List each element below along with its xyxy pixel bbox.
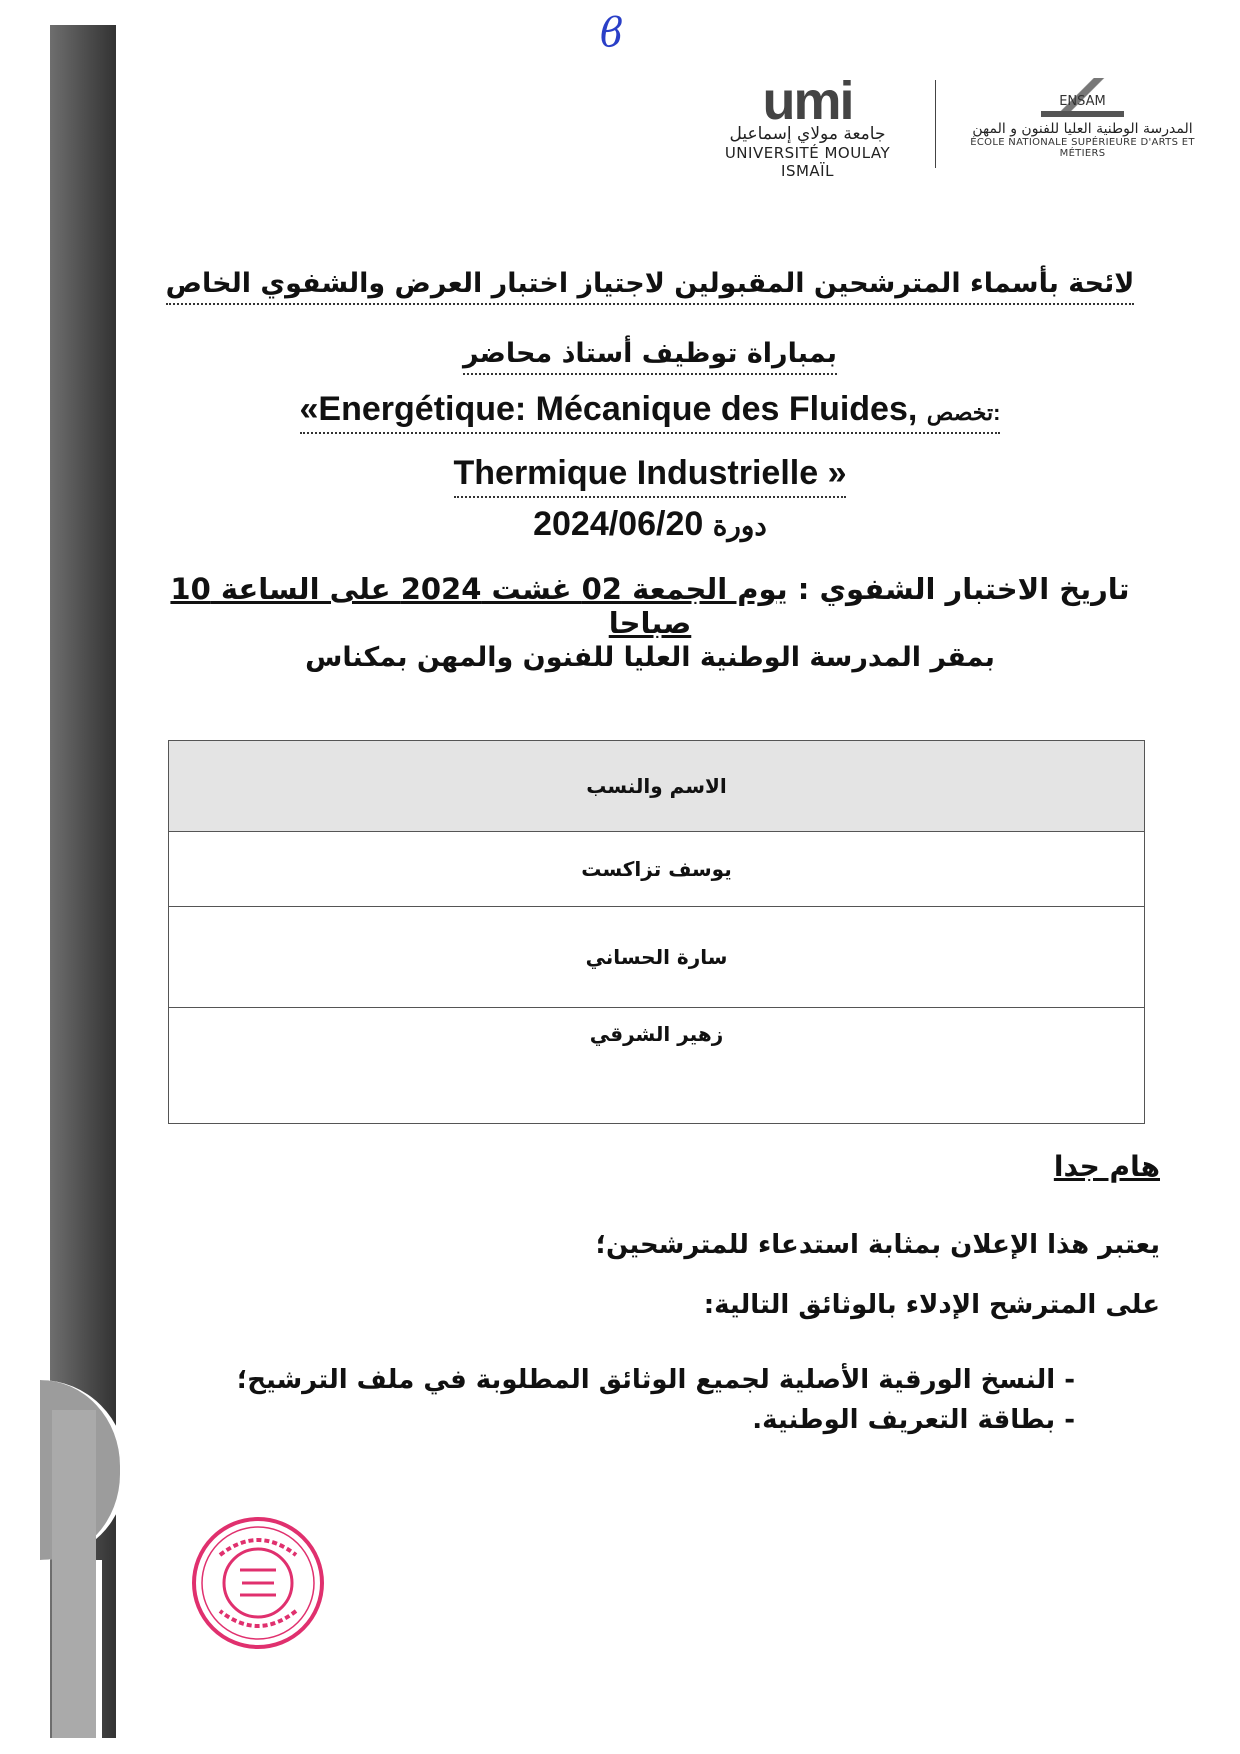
decorative-gap [96, 1560, 102, 1738]
notice-heading: هام جدا [1053, 1150, 1160, 1183]
handwritten-mark: ϐ [600, 10, 624, 56]
logo-divider [935, 80, 936, 168]
ensam-arabic-name: المدرسة الوطنية العليا للفنون و المهن [972, 121, 1193, 137]
exam-datetime: يوم الجمعة 02 غشت 2024 على الساعة 10 صباحا [170, 572, 788, 640]
umi-logo [700, 71, 915, 180]
official-stamp [190, 1515, 326, 1651]
umi-logo-glyph: umi [762, 71, 853, 131]
umi-arabic-name: جامعة مولاي إسماعيل [729, 124, 886, 144]
required-documents-list [237, 1360, 1075, 1440]
exam-location: بمقر المدرسة الوطنية العليا للفنون والمهن بمكناس [305, 642, 995, 673]
specialty-label: تخصص: [926, 400, 1001, 425]
table-row: زهير الشرقي [169, 1008, 1145, 1124]
candidates-table [168, 740, 1145, 1124]
specialty-line-2: Thermique Industrielle » [150, 454, 1150, 493]
notice-line-1: يعتبر هذا الإعلان بمثابة استدعاء للمترشحين؛ [595, 1230, 1160, 1260]
decorative-band [52, 1410, 96, 1738]
ensam-logo-glyph: ENSAM [1041, 78, 1124, 117]
list-item: - بطاقة التعريف الوطنية. [752, 1405, 1075, 1435]
umi-french-name: UNIVERSITÉ MOULAY ISMAÏL [724, 144, 891, 180]
exam-date-label: تاريخ الاختبار الشفوي : [797, 572, 1130, 606]
table-header: الاسم والنسب [169, 741, 1145, 832]
session-label: دورة [712, 510, 767, 541]
table-row: يوسف تزاكست [169, 832, 1145, 907]
session-date: 2024/06/20 [533, 505, 704, 543]
title-line-2: بمباراة توظيف أستاذ محاضر [150, 338, 1150, 369]
specialty-line-1: «Energétique: Mécanique des Fluides, تخصص: [150, 390, 1150, 429]
notice-line-2: على المترشح الإدلاء بالوثائق التالية: [703, 1290, 1160, 1320]
exam-date [160, 572, 1140, 640]
ensam-logo [950, 78, 1215, 170]
session [150, 505, 1150, 544]
table-row: سارة الحساني [169, 907, 1145, 1008]
list-item: - النسخ الورقية الأصلية لجميع الوثائق المطلوبة في ملف الترشيح؛ [236, 1365, 1075, 1395]
title-line-1: لائحة بأسماء المترشحين المقبولين لاجتياز اختبار العرض والشفوي الخاص [150, 268, 1150, 299]
ensam-french-name: ÉCOLE NATIONALE SUPÉRIEURE D'ARTS ET MÉTIERS [970, 137, 1195, 159]
